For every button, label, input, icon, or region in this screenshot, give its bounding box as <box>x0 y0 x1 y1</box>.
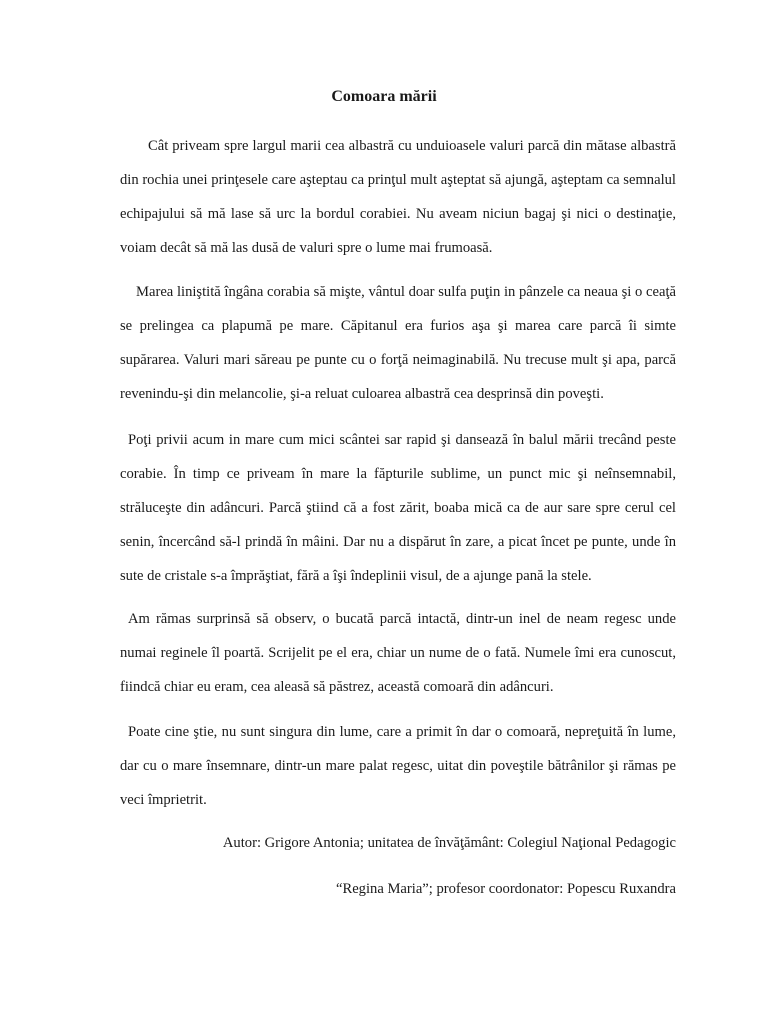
paragraph-2: Marea liniştită îngâna corabia să mişte, vântul doar sulfa puţin in pânzele ca neaua şi o ceaţă se prelingea ca plapumă pe mare. Căpitanul era furios aşa şi marea care parcă îi simte supărarea. Valuri mari săreau pe punte cu o forţă neimaginabilă. Nu trecuse mult şi apa, parcă revenindu-şi din melancolie, şi-a reluat culoarea albastră cea desprinsă din poveşti. <box>120 284 676 402</box>
paragraph-3: Poţi privii acum in mare cum mici scântei sar rapid şi dansează în balul mării trecând peste corabie. În timp ce priveam în mare la făpturile sublime, un punct mic şi neînsemnabil, străluceşte din adâncuri. Parcă ştiind că a fost zărit, boaba mică ca de aur sare spre cerul cel senin, încercând să-l prindă în mâini. Dar nu a dispărut în zare, a picat încet pe punte, unde în sute de cristale s-a împrăştiat, fără a îşi îndeplinii visul, de a ajunge pană la stele. <box>120 432 676 584</box>
author-line: Autor: Grigore Antonia; unitatea de învăţământ: Colegiul Naţional Pedagogic <box>222 835 676 851</box>
paragraph-1: Cât priveam spre largul marii cea albastră cu unduioasele valuri parcă din mătase albastră din rochia unei prinţesele care aşteptau ca prinţul mult aşteptat să ajungă, aşteptam ca semnalul echipajului să mă lase să urc la bordul corabiei. Nu aveam niciun bagaj şi nici o destinaţie, voiam decât să mă las dusă de valuri spre o lume mai frumoasă. <box>120 138 676 256</box>
paragraph-4: Am rămas surprinsă să observ, o bucată parcă intactă, dintr-un inel de neam regesc unde numai reginele îl poartă. Scrijelit pe el era, chiar un nume de o fată. Numele îmi era cunoscut, fiindcă chiar eu eram, cea aleasă să păstrez, această comoară din adâncuri. <box>120 611 676 695</box>
document-title: Comoara mării <box>331 88 437 105</box>
paragraph-5: Poate cine ştie, nu sunt singura din lume, care a primit în dar o comoară, nepreţuită în lume, dar cu o mare însemnare, dintr-un mare palat regesc, uitat din poveştile bătrânilor şi rămas pe veci împrietrit. <box>120 724 676 808</box>
coordinator-line: “Regina Maria”; profesor coordonator: Popescu Ruxandra <box>335 881 676 897</box>
